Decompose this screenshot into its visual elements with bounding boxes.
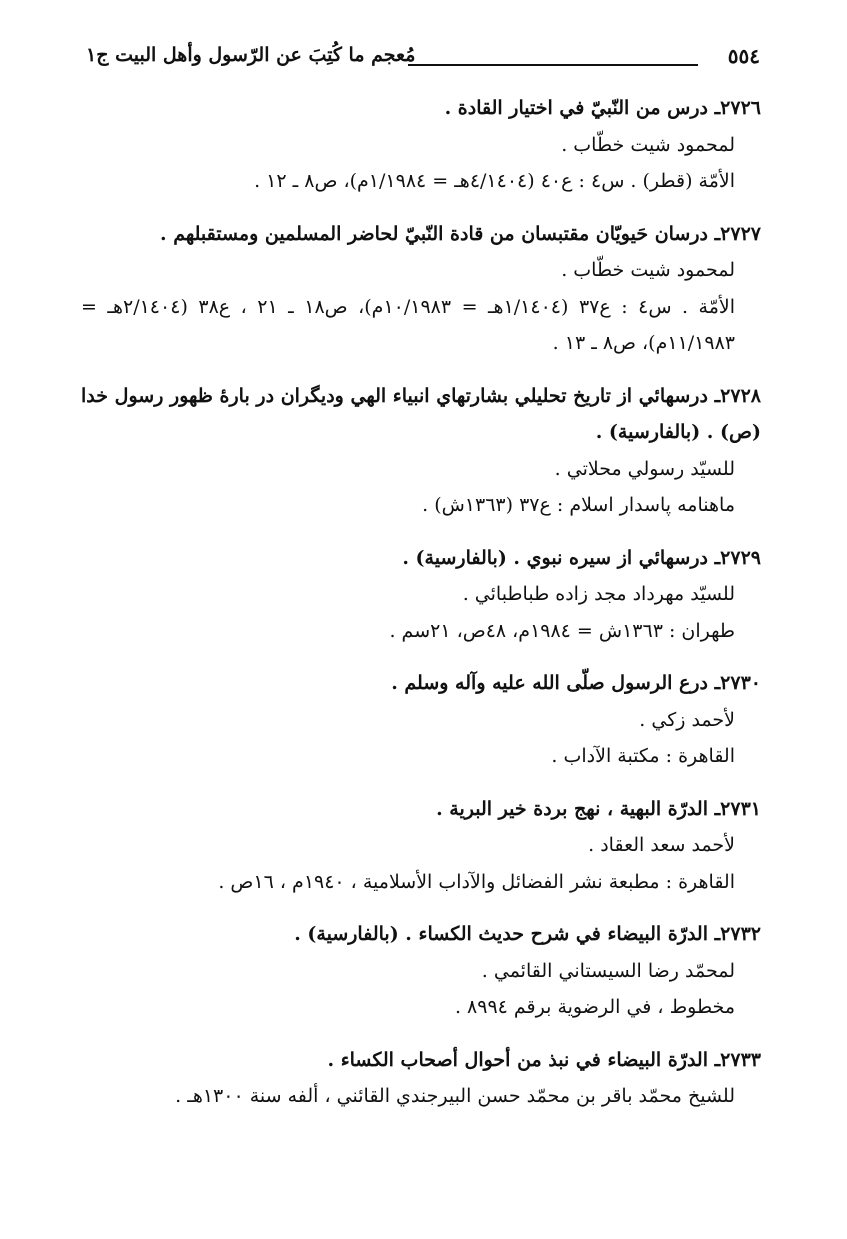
entry-publication: مخطوط ، في الرضوية برقم ٨٩٩٤ . <box>454 996 735 1018</box>
entry-2733 <box>81 1042 761 1115</box>
entry-title: ٢٧٢٨ـ درسهائي از تاريخ تحليلي بشارتهاي انبياء الهي وديگران در بارهٔ ظهور رسول خدا (ص) . (بالفارسية) . <box>81 384 761 443</box>
entry-2730 <box>81 665 761 775</box>
page-number: ٥٥٤ <box>727 44 760 68</box>
entry-publication: القاهرة : مطبعة نشر الفضائل والآداب الأسلامية ، ١٩٤٠م ، ١٦ص . <box>218 870 735 893</box>
entry-author: للشيخ محمّد باقر بن محمّد حسن البيرجندي القائني ، ألفه سنة ١٣٠٠هـ . <box>175 1085 735 1107</box>
entry-title: ٢٧٢٦ـ درس من النّبيّ في اختيار القادة . <box>444 97 761 119</box>
entry-author: للسيّد مهرداد مجد زاده طباطبائي . <box>462 583 735 605</box>
entry-2726 <box>81 90 761 200</box>
entry-author: لمحمود شيت خطّاب . <box>561 259 735 281</box>
entry-publication: ماهنامه پاسدار اسلام : ع٣٧ (١٣٦٣ش) . <box>422 494 735 516</box>
page-header <box>86 44 760 84</box>
header-rule <box>408 64 698 66</box>
entry-2729 <box>81 540 761 650</box>
entry-title: ٢٧٣٢ـ الدرّة البيضاء في شرح حديث الكساء . (بالفارسية) . <box>294 923 761 945</box>
entry-title: ٢٧٢٧ـ درسان حَيويّان مقتبسان من قادة النّبيّ لحاضر المسلمين ومستقبلهم . <box>159 222 761 245</box>
entry-author: للسيّد رسولي محلاتي . <box>554 457 735 480</box>
running-title: مُعجم ما كُتِبَ عن الرّسول وأهل البيت ج١ <box>86 44 416 66</box>
entry-title: ٢٧٣٠ـ درع الرسول صلّى الله عليه وآله وسلم . <box>391 672 761 694</box>
entry-publication: الأمّة (قطر) . س٤ : ع٤٠ (٤/١٤٠٤هـ = ١/١٩٨٤م)، ص٨ ـ ١٢ . <box>254 170 735 192</box>
entry-2728 <box>81 378 761 524</box>
entry-title: ٢٧٣١ـ الدرّة البهية ، نهج بردة خير البرية . <box>436 797 761 820</box>
entry-2731 <box>81 791 761 901</box>
entry-author: لمحمّد رضا السيستاني القائمي . <box>481 959 735 982</box>
entry-title: ٢٧٣٣ـ الدرّة البيضاء في نبذ من أحوال أصحاب الكساء . <box>327 1048 761 1071</box>
entries-list <box>81 90 761 1131</box>
entry-publication: القاهرة : مكتبة الآداب . <box>551 745 735 767</box>
entry-2727 <box>81 216 761 362</box>
entry-publication: طهران : ١٣٦٣ش = ١٩٨٤م، ٤٨ص، ٢١سم . <box>389 619 735 642</box>
entry-author: لأحمد زكي . <box>639 708 735 731</box>
entry-author: لمحمود شيت خطّاب . <box>561 133 735 156</box>
entry-author: لأحمد سعد العقاد . <box>588 834 735 856</box>
entry-publication: الأمّة . س٤ : ع٣٧ (١/١٤٠٤هـ = ١٠/١٩٨٣م)، ص١٨ ـ ٢١ ، ع٣٨ (٢/١٤٠٤هـ = ١١/١٩٨٣م)، ص٨ ـ ١٣ . <box>81 295 736 354</box>
entry-2732 <box>81 916 761 1026</box>
entry-title: ٢٧٢٩ـ درسهائي از سيره نبوي . (بالفارسية) . <box>402 546 761 569</box>
